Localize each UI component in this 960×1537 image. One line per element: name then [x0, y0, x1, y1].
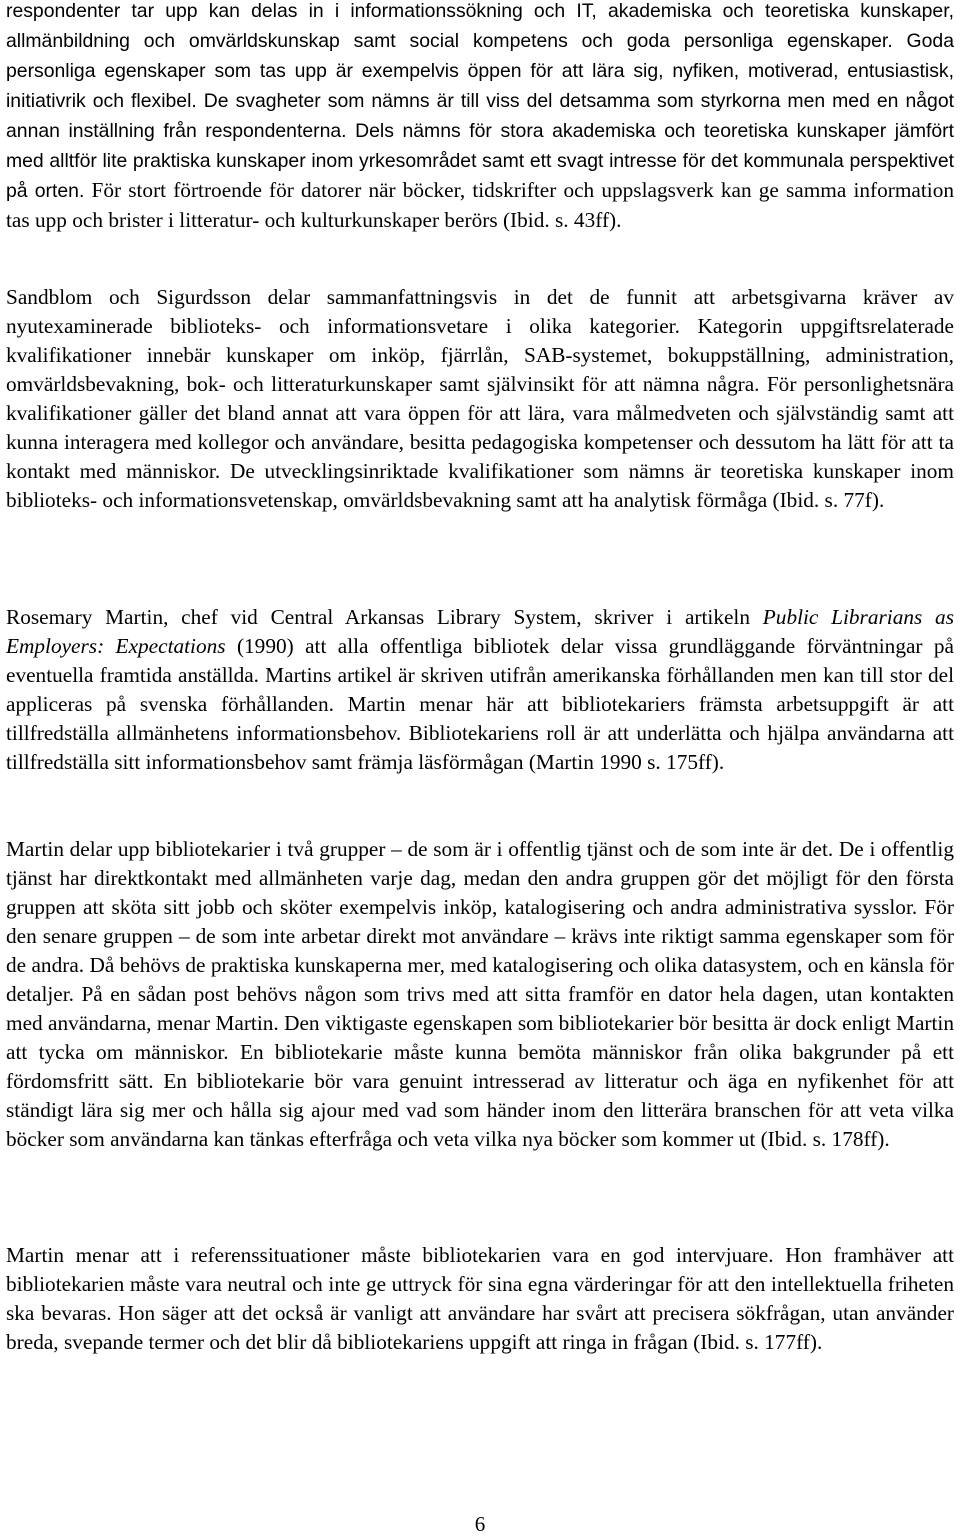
paragraph-2: Sandblom och Sigurdsson delar sammanfattningsvis in det de funnit att arbetsgivarna kräver av nyutexaminerade biblioteks- och informationsvetare i olika kategorier. Kategorin uppgiftsrelaterade kvalifikationer innebär kunskaper om inköp, fjärrlån, SAB-systemet, bokuppställning, administration, omvärldsbevakning, bok- och litteraturkunskaper samt självinsikt för att nämna några. För personlighetsnära kvalifikationer gäller det bland annat att vara öppen för att lära, vara målmedveten och självständig samt att kunna interagera med kollegor och användare, besitta pedagogiska kompetenser och dessutom ha lätt för att ta kontakt med människor. De utvecklingsinriktade kvalifikationer som nämns är teoretiska kunskaper inom biblioteks- och informationsvetenskap, omvärldsbevakning samt att ha analytisk förmåga (Ibid. s. 77f). — [6, 285, 954, 512]
article-title: Public Librarians as Employers: Expectations — [6, 605, 954, 658]
paragraph-1-serif-part: För stort förtroende för datorer när böcker, tidskrifter och uppslagsverk kan ge samma information tas upp och brister i litteratur- och kulturkunskaper berörs (Ibid. s. 43ff). — [6, 178, 954, 232]
paragraph-5: Martin menar att i referenssituationer måste bibliotekarien vara en god intervjuare. Hon framhäver att bibliotekarien måste vara neutral och inte ge uttryck för sina egna värderingar för att den intellektuella friheten ska bevaras. Hon säger att det också är vanligt att användare har svårt att precisera sökfrågan, utan använder breda, svepande termer och det blir då bibliotekariens uppgift att ringa in frågan (Ibid. s. 177ff). — [6, 1243, 954, 1354]
paragraph-3-before: Rosemary Martin, chef vid Central Arkansas Library System, skriver i artikeln — [6, 605, 763, 629]
paragraph-1-sans-part: respondenter tar upp kan delas in i informationssökning och IT, akademiska och teoretiska kunskaper, allmänbildning och omvärldskunskap samt social kompetens och goda personliga egenskaper. Goda personliga egenskaper som tas upp är exempelvis öppen för att lära sig, nyfiken, motiverad, entusiastisk, initiativrik och flexibel. De svagheter som nämns är till viss del detsamma som styrkorna men med en något annan inställning från respondenterna. Dels nämns för stora akademiska och teoretiska kunskaper jämfört med alltför lite praktiska kunskaper inom yrkesområdet samt ett svagt intresse för det kommunala perspektivet på orten. — [6, 0, 954, 202]
paragraph-3-after: (1990) att alla offentliga bibliotek delar vissa grundläggande förväntningar på eventuella framtida anställda. Martins artikel är skriven utifrån amerikanska förhållanden men kan till stor del appliceras på svenska förhållanden. Martin menar här att bibliotekariers främsta arbetsuppgift är att tillfredställa allmänhetens informationsbehov. Bibliotekariens roll är att underlätta och hjälpa användarna att tillfredställa sitt informationsbehov samt främja läsförmågan (Martin 1990 s. 175ff). — [6, 634, 954, 774]
paragraph-4: Martin delar upp bibliotekarier i två grupper – de som är i offentlig tjänst och de som inte är det. De i offentlig tjänst har direktkontakt med allmänheten varje dag, medan den andra gruppen gör det möjligt för den första gruppen att sköta sitt jobb och sköter exempelvis inköp, katalogisering och andra administrativa sysslor. För den senare gruppen – de som inte arbetar direkt mot användare – krävs inte riktigt samma egenskaper som för de andra. Då behövs de praktiska kunskaperna mer, med katalogisering och olika datasystem, och en känsla för detaljer. På en sådan post behövs någon som trivs med att sitta framför en dator hela dagen, utan kontakten med användarna, menar Martin. Den viktigaste egenskapen som bibliotekarier bör besitta är dock enligt Martin att tycka om människor. En bibliotekarie måste kunna bemöta människor från olika bakgrunder på ett fördomsfritt sätt. En bibliotekarie bör vara genuint intresserad av litteratur och äga en nyfikenhet för att ständigt lära sig mer och hålla sig ajour med vad som händer inom den litterära branschen för att veta vilka böcker som användarna kan tänkas efterfråga och veta vilka nya böcker som kommer ut (Ibid. s. 178ff). — [6, 837, 954, 1151]
paragraph-3 — [0, 603, 960, 777]
paragraph-1 — [0, 0, 960, 235]
page-number: 6 — [474, 1512, 486, 1536]
